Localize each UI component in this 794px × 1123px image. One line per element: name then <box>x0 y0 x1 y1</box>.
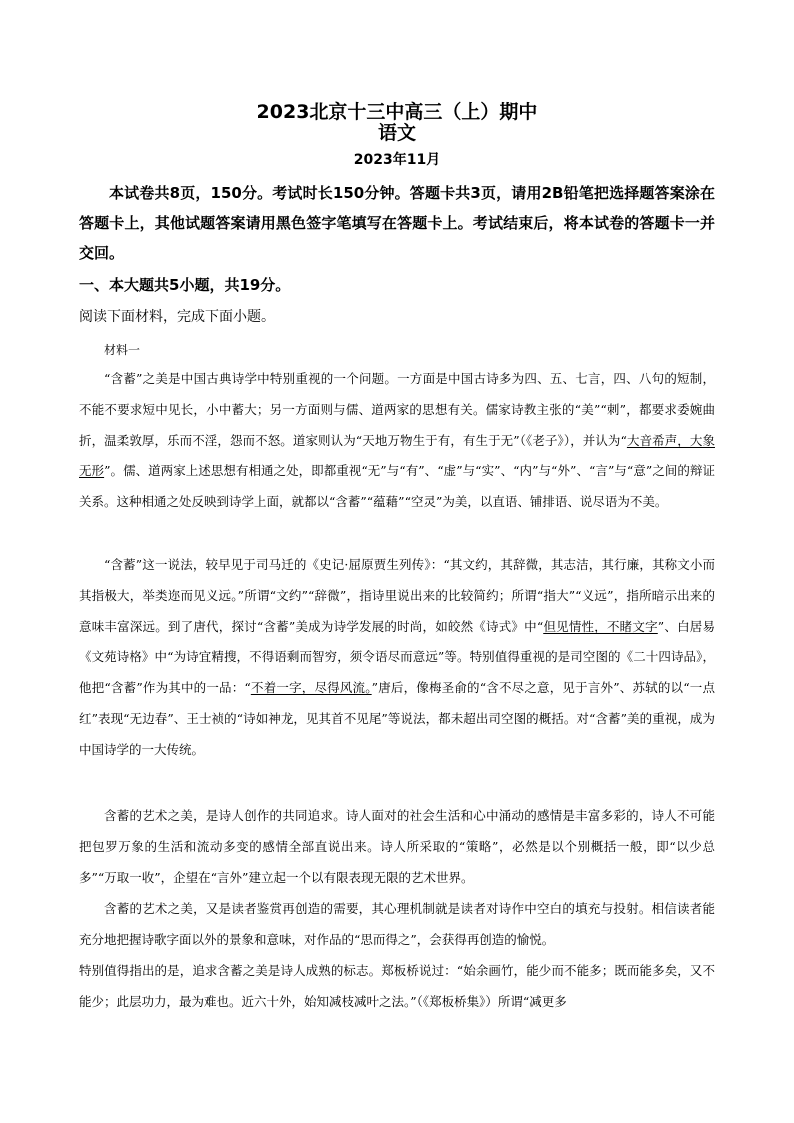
material-paragraph-4: 含蓄的艺术之美，又是读者鉴赏再创造的需要，其心理机制就是读者对诗作中空白的填充与投射。相信读者能充分地把握诗歌字面以外的景象和意味，对作品的“思而得之”，会获得再创造的愉悦。 <box>79 901 715 947</box>
text-span: ”。儒、道两家上述思想有相通之处，即都重视“无”与“有”、“虚”与“实”、“内”与“外”、“言”与“意”之间的辩证关系。这种相通之处反映到诗学上面，就都以“含蓄”“蕴藉”“空灵”为美，以直语、铺排语、说尽语为不美。 <box>79 463 715 510</box>
text-span: ”唐后，像梅圣俞的“含不尽之意，见于言外”、苏轼的以“一点红”表现“无边春”、王士祯的“诗如神龙，见其首不见尾”等说法，都未超出司空图的概括。对“含蓄”美的重视，成为中国诗学的一大传统。 <box>79 680 715 757</box>
material-label: 材料一 <box>104 343 141 357</box>
exam-date: 2023年11月 <box>353 152 441 168</box>
text-span: “含蓄”之美是中国古典诗学中特别重视的一个问题。一方面是中国古诗多为四、五、七言，四、八句的短制，不能不要求短中见长，小中蓄大；另一方面则与儒、道两家的思想有关。儒家诗教主张的“美”“刺”，都要求委婉曲折，温柔敦厚，乐而不淫，怨而不怒。道家则认为“天地万物生于有，有生于无”（《老子》），并认为“ <box>79 371 715 448</box>
underlined-quote: 但见情性，不睹文字 <box>543 618 658 634</box>
exam-instructions: 本试卷共8页，150分。考试时长150分钟。答题卡共3页，请用2B铅笔把选择题答案涂在答题卡上，其他试题答案请用黑色签字笔填写在答题卡上。考试结束后，将本试卷的答题卡一并交回。 <box>79 184 715 262</box>
exam-title: 2023北京十三中高三（上）期中 <box>256 101 538 123</box>
material-paragraph-2 <box>79 550 715 766</box>
section-heading: 一、本大题共5小题，共19分。 <box>79 276 291 294</box>
material-paragraph-5: 特别值得指出的是，追求含蓄之美是诗人成熟的标志。郑板桥说过：“始余画竹，能少而不能多；既而能多矣，又不能少；此层功力，最为难也。近六十外，始知减枝减叶之法。”（《郑板桥集》）所谓“减更多 <box>79 963 715 1009</box>
material-paragraph-1 <box>79 364 715 518</box>
underlined-quote: 不着一字，尽得风流。 <box>250 680 372 696</box>
subject-title: 语文 <box>377 122 416 144</box>
text-span: ”、白居易《文苑诗格》中“为诗宜精搜，不得语剩而智穷，须令语尽而意远”等。特别值得重视的是司空图的《二十四诗品》，他把“含蓄”作为其中的一品：“ <box>79 618 715 696</box>
material-paragraph-3: 含蓄的艺术之美，是诗人创作的共同追求。诗人面对的社会生活和心中涌动的感情是丰富多彩的，诗人不可能把包罗万象的生活和流动多变的感情全部直说出来。诗人所采取的“策略”，必然是以个别概括一般，即“以少总多”“万取一收”，企望在“言外”建立起一个以有限表现无限的艺术世界。 <box>79 808 715 885</box>
text-span: “含蓄”这一说法，较早见于司马迁的《史记·屈原贾生列传》：“其文约，其辞微，其志洁，其行廉，其称文小而其指极大，举类迩而见义远。”所谓“文约”“辞微”，指诗里说出来的比较简约；所谓“指大”“义远”，指所暗示出来的意味丰富深远。到了唐代，探讨“含蓄”美成为诗学发展的时尚，如皎然《诗式》中“ <box>79 557 715 634</box>
underlined-quote: 大音希声，大象无形 <box>79 432 715 479</box>
reading-prompt: 阅读下面材料，完成下面小题。 <box>79 309 275 325</box>
